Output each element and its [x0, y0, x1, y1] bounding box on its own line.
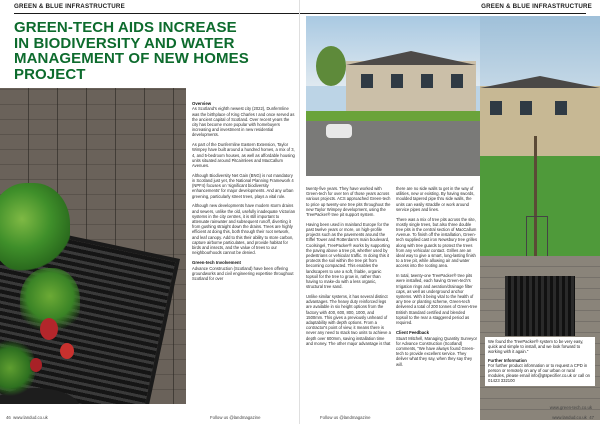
paragraph: In total, twenty-one TreePacker® tree pits were installed, each having Green-tech's Irrigation rings and aeration/drainage filter caps, as well as underground anchor systems. With it being vital to the health of any tree or planting scheme, Green-tech delivered a total of 200 tonnes of Green-tree British Standard certified and blended topsoil to the rear a staggered period as required.: [396, 273, 478, 326]
house-row: [480, 86, 600, 156]
header-rule-right: [300, 13, 586, 14]
header-rule-left: [14, 13, 300, 14]
footer-social-left[interactable]: Follow us @landmagazine: [210, 415, 261, 420]
quote-continuation: We found the TreePacker® system to be very easy, quick and simple to install, and we look forward to working with it again.": [488, 339, 584, 355]
client-feedback-heading: Client Feedback: [396, 329, 429, 335]
paragraph: twenty-five years. They have worked with Green-tech for over ten of those years across various projects. ACS approached Green-tech to price up twenty-one tree pits throughout the new Taylor Wimpey development, using the TreePacker® tree pit support system.: [306, 186, 391, 218]
left-header: [0, 0, 300, 14]
site-link[interactable]: www.landud.co.uk: [13, 415, 48, 420]
footer-social-right[interactable]: Follow us @landmagazine: [320, 415, 371, 420]
tree-grille-photo: [0, 88, 190, 404]
paragraph: Having been used in mainland Europe for the past twelve years or more, on high-profile projects such as the pavements around the Eiffel Tower and Rotterdam's main boulevard, Coolsingel, TreePacker® works by supporting the paving above a tree pit, whether used by pedestrians or vehicular traffic. In doing this it protects the soil within the tree pit from becoming compacted. This enables the landscapers to use a soft, friable, organic topsoil for the tree to grow in, rather than having to make-do with a less organic, structural tree sand.: [306, 221, 390, 290]
section-label-left: GREEN & BLUE INFRASTRUCTURE: [14, 3, 125, 10]
paragraph: Although new developments have modern storm drains and sewers, unlike the old, usefully inadequate Victorian systems in the city centres, it is still important to attenuate rainwater and subsequent runoff, diverting it from gushing straight down the drains. Trees are highly efficient at doing this, both through their root network, and leaf canopy. Add to this their ability to store carbon, capture airborne particulates, and provide habitat for birds and insects, and the value of trees to our neighbourhoods cannot be denied.: [192, 203, 296, 256]
window: [555, 101, 567, 115]
paragraph: there are no side walls to get in the way of utilities, new or existing. By having swords, moulded tapered pipe thru side walls, the units can easily straddle or work around service pipes and lines.: [396, 186, 475, 212]
tree-foliage: [0, 183, 70, 273]
window: [391, 74, 403, 88]
red-leaf: [30, 358, 42, 372]
title-line: PROJECT: [14, 65, 86, 83]
right-text-column: [396, 186, 478, 371]
middle-text-column: [306, 186, 391, 351]
title-line: GREEN-TECH AIDS INCREASE: [14, 19, 237, 36]
further-info-heading: Further Information: [488, 357, 527, 363]
paragraph: As Scotland's eighth newest city (2022), Dunfermline was the birthplace of King Charles I and once served as the ancient capital of Scotland. Over recent years the city has become more popular with homebuyers increasing and investment in new residential developments.: [192, 106, 295, 138]
green-tech-url[interactable]: www.green-tech.co.uk: [549, 405, 592, 410]
window: [520, 101, 532, 115]
section-label-right: GREEN & BLUE INFRASTRUCTURE: [481, 3, 592, 10]
caption-box: [485, 337, 595, 386]
tree-grille: [505, 276, 575, 336]
page-number: 47: [589, 415, 594, 420]
title-line: IN BIODIVERSITY AND WATER: [14, 34, 235, 52]
paragraph: As part of the Dunfermline Eastern Extension, Taylor Wimpey have built around a hundred homes, a mix of 3, 4, and 5-bedroom houses, as well as affordable housing units situated around Pitcairnlees and MacCallum Avenues.: [192, 142, 295, 168]
paragraph: Unlike similar systems, it has several distinct advantages. The heavy duty reinforced legs are available in six height options from the factory with 400, 600, 800, 1000, and 1500mm. This gives a previously unheard of adaptability with depth options. From a contractor's point of view, it means there is never any need to stack two units to achieve a depth over 600mm, saving installation time and money. The other major advantage is that: [306, 294, 391, 346]
roof: [480, 76, 600, 88]
tree: [316, 46, 346, 86]
page-number: 46: [6, 415, 11, 420]
article-title: [14, 20, 294, 82]
housing-development-photo: [306, 16, 480, 176]
right-page: [300, 0, 600, 424]
window: [490, 101, 502, 115]
title-line: MANAGEMENT OF NEW HOMES: [14, 50, 249, 67]
window: [421, 74, 433, 88]
paragraph: Advance Construction (Scotland) have been offering groundworks and civil engineering expertise throughout Scotland for over: [192, 265, 294, 282]
verge: [306, 111, 480, 121]
site-link[interactable]: www.landud.co.uk: [552, 415, 587, 420]
further-info-text: For further product information or to request a CPD in person or remotely on any of our urban or rural modules, please email info@gtspecifier.co.uk or call on 01423 332100: [488, 362, 591, 384]
car: [326, 124, 352, 138]
footer-page-number-left: [6, 415, 48, 420]
overview-heading: Overview: [192, 100, 212, 106]
roof: [346, 51, 476, 65]
paragraph: Although Biodiversity Net Gain (BNG) is not mandatory in Scotland just yet, the National Planning Framework 4 (NPF4) focuses on 'significant biodiversity enhancements' for major developments. And any urban greening, particularly street trees, plays a vital role.: [192, 172, 294, 199]
left-text-column: [192, 96, 296, 286]
red-leaf: [60, 343, 74, 359]
greentech-heading: Green-tech Involvement: [192, 259, 241, 265]
window: [451, 74, 463, 88]
paragraph: There was a mix of tree pits across the site, mostly single trees, but also three double tree pits in the central section of MacCallum Avenue. To finish off the installation, Green-tech supplied cast iron Newsbury tree grilles along with tree guards to protect the trees from any vehicular contact. Grilles are an ideal way to give a smart, long-lasting finish to a tree pit, while allowing air and water access into the rooting area.: [396, 216, 478, 269]
photo-edge: [186, 88, 190, 404]
right-header: [300, 0, 600, 14]
red-leaf: [40, 318, 58, 340]
house-block: [346, 61, 476, 116]
footer-page-number-right: [552, 415, 594, 420]
window: [361, 74, 373, 88]
paragraph: Stuart Mitchell, Managing Quantity Surveyor for Advance Construction (Scotland) comments, "We have always found Green-tech to provide excellent service. They deliver what they say, when they say they will.: [396, 335, 478, 367]
